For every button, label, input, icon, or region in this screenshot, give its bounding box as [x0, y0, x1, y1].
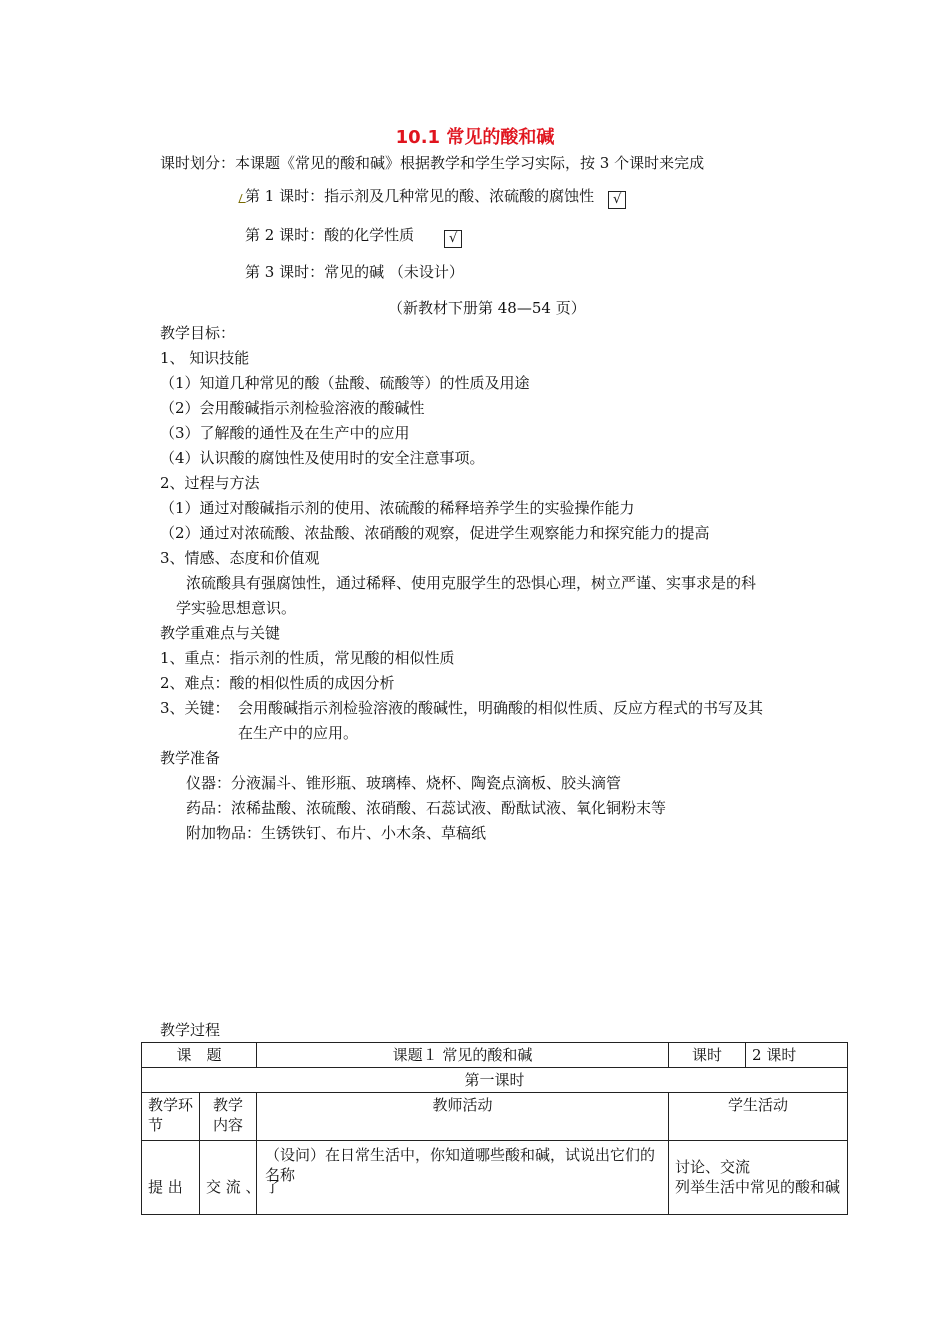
student-cell [669, 1141, 848, 1215]
keypoints-heading: 教学重难点与关键 [160, 624, 281, 642]
teacher-cell: （设问）在日常生活中，你知道哪些酸和碱，试说出它们的名称 [257, 1141, 669, 1215]
process-table [141, 1042, 848, 1215]
lesson-2-text: 第 2 课时：酸的化学性质 [245, 226, 415, 244]
lesson-2 [245, 225, 462, 248]
keypoint-item: 1、重点：指示剂的性质，常见酸的相似性质 [160, 649, 455, 667]
header-student-cell: 学生活动 [669, 1093, 848, 1141]
lesson-3: 第 3 课时：常见的碱 （未设计） [245, 263, 464, 281]
page-title: 10.1 常见的酸和碱 [395, 127, 555, 148]
subject-label-cell: 课 题 [142, 1043, 257, 1068]
objective-item: （1）知道几种常见的酸（盐酸、硫酸等）的性质及用途 [160, 374, 530, 392]
objective-item: （4）认识酸的腐蚀性及使用时的安全注意事项。 [160, 449, 485, 467]
table-row [142, 1043, 848, 1068]
table-row [142, 1141, 848, 1215]
subject-cell: 课题１ 常见的酸和碱 [257, 1043, 669, 1068]
lesson-1 [245, 186, 626, 209]
prep-heading: 教学准备 [160, 749, 221, 767]
objective-item: （2）通过对浓硫酸、浓盐酸、浓硝酸的观察，促进学生观察能力和探究能力的提高 [160, 524, 710, 542]
lesson-title-cell: 第一课时 [142, 1068, 848, 1093]
process-heading: 教学过程 [160, 1021, 221, 1039]
keypoint-item: 2、难点：酸的相似性质的成因分析 [160, 674, 395, 692]
lesson-1-text: 第 1 课时：指示剂及几种常见的酸、浓硫酸的腐蚀性 [245, 187, 595, 205]
table-row [142, 1093, 848, 1141]
objective-item: （3）了解酸的通性及在生产中的应用 [160, 424, 410, 442]
stage-cell: 提 出 [142, 1141, 200, 1215]
objectives-heading: 教学目标： [160, 324, 236, 342]
header-content-cell: 教学内容 [200, 1093, 257, 1141]
keypoint-item-3-label: 3、关键： [160, 699, 230, 717]
prep-instruments: 仪器：分液漏斗、锥形瓶、玻璃棒、烧杯、陶瓷点滴板、胶头滴管 [186, 774, 622, 792]
header-teacher-cell: 教师活动 [257, 1093, 669, 1141]
objective-paragraph-line: 学实验思想意识。 [176, 599, 297, 617]
student-line: 讨论、交流 [675, 1158, 751, 1176]
objective-paragraph-line: 浓硫酸具有强腐蚀性，通过稀释、使用克服学生的恐惧心理，树立严谨、实事求是的科 [186, 574, 757, 592]
keypoint-item-3-line: 会用酸碱指示剂检验溶液的酸碱性，明确酸的相似性质、反应方程式的书写及其 [238, 699, 764, 717]
header-stage-cell: 教学环节 [142, 1093, 200, 1141]
content-cell: 交 流 、 了 [200, 1141, 257, 1215]
objective-section-1: 1、 知识技能 [160, 349, 250, 367]
hours-cell: 2 课时 [746, 1043, 848, 1068]
keypoint-item-3-line: 在生产中的应用。 [238, 724, 359, 742]
objective-item: （1）通过对酸碱指示剂的使用、浓硫酸的稀释培养学生的实验操作能力 [160, 499, 635, 517]
objective-item: （2）会用酸碱指示剂检验溶液的酸碱性 [160, 399, 425, 417]
check-box-2: √ [444, 230, 462, 248]
page-range: （新教材下册第 48—54 页） [388, 299, 586, 317]
table-row [142, 1068, 848, 1093]
objective-section-2: 2、过程与方法 [160, 474, 260, 492]
schedule-intro: 课时划分：本课题《常见的酸和碱》根据教学和学生学习实际，按 3 个课时来完成 [160, 154, 705, 172]
prep-extras: 附加物品：生锈铁钉、布片、小木条、草稿纸 [186, 824, 487, 842]
check-box-1: √ [608, 191, 626, 209]
hours-label-cell: 课时 [669, 1043, 746, 1068]
student-line: 列举生活中常见的酸和碱 [675, 1178, 841, 1196]
objective-section-3: 3、情感、态度和价值观 [160, 549, 320, 567]
prep-reagents: 药品：浓稀盐酸、浓硫酸、浓硝酸、石蕊试液、酚酞试液、氧化铜粉末等 [186, 799, 667, 817]
